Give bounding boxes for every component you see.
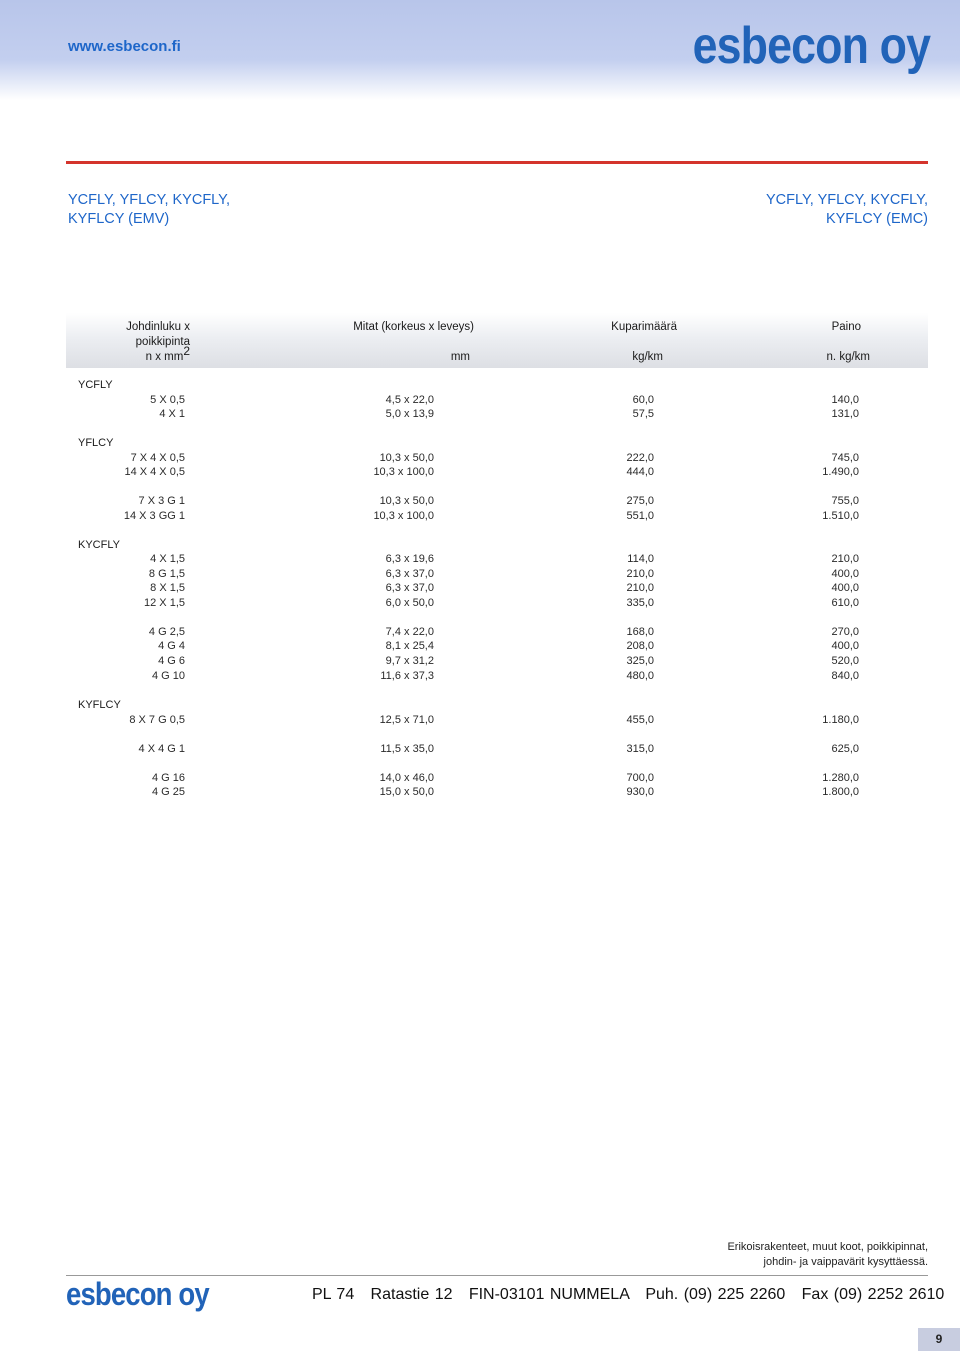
- table-header-band: [66, 313, 928, 368]
- cell-copper: 700,0: [626, 772, 654, 784]
- cell-dimensions: 6,3 x 37,0: [385, 582, 434, 594]
- group-label-ycfly: YCFLY: [78, 379, 113, 391]
- cell-copper: 57,5: [632, 408, 654, 420]
- cell-weight: 400,0: [831, 582, 859, 594]
- title-emc-line1: YCFLY, YFLCY, KYCFLY,: [766, 192, 928, 208]
- cell-dimensions: 7,4 x 22,0: [385, 626, 434, 638]
- cell-copper: 275,0: [626, 495, 654, 507]
- cell-copper: 480,0: [626, 670, 654, 682]
- table-row: [0, 581, 960, 596]
- table-row: [0, 465, 960, 480]
- cell-weight: 131,0: [831, 408, 859, 420]
- table-row: [0, 639, 960, 654]
- cell-dimensions: 10,3 x 100,0: [373, 466, 434, 478]
- header-weight-unit: n. kg/km: [826, 351, 870, 363]
- cell-copper: 315,0: [626, 743, 654, 755]
- cell-dimensions: 12,5 x 71,0: [379, 714, 434, 726]
- group-label-yflcy: YFLCY: [78, 437, 114, 449]
- cell-copper: 222,0: [626, 452, 654, 464]
- cell-conductors: 4 X 1,5: [150, 553, 185, 565]
- special-order-note-line2: johdin- ja vaippavärit kysyttäessä.: [763, 1256, 928, 1268]
- cell-weight: 400,0: [831, 568, 859, 580]
- cell-weight: 270,0: [831, 626, 859, 638]
- contact-address: PL 74 Ratastie 12 FIN-03101 NUMMELA Puh. (09) 225 2260 Fax (09) 2252 2610: [312, 1286, 945, 1303]
- cell-weight: 1.180,0: [822, 714, 859, 726]
- table-row: [0, 393, 960, 408]
- title-divider: [66, 161, 928, 164]
- footer-logo: esbecon oy: [66, 1276, 209, 1312]
- special-order-note-line1: Erikoisrakenteet, muut koot, poikkipinnat,: [727, 1241, 928, 1253]
- header-conductors: [126, 320, 190, 365]
- cell-dimensions: 6,3 x 37,0: [385, 568, 434, 580]
- cell-dimensions: 6,3 x 19,6: [385, 553, 434, 565]
- cell-conductors: 4 G 10: [151, 670, 185, 682]
- page-number: 9: [918, 1328, 960, 1351]
- table-row: [0, 552, 960, 567]
- table-row: [0, 407, 960, 422]
- table-row: [0, 625, 960, 640]
- cell-conductors: 4 G 6: [158, 655, 185, 667]
- cell-copper: 210,0: [626, 568, 654, 580]
- table-row: [0, 771, 960, 786]
- cell-dimensions: 4,5 x 22,0: [385, 394, 434, 406]
- cell-dimensions: 15,0 x 50,0: [379, 786, 434, 798]
- cell-dimensions: 8,1 x 25,4: [385, 640, 434, 652]
- cell-dimensions: 10,3 x 50,0: [379, 452, 434, 464]
- cell-conductors: 7 X 4 X 0,5: [130, 452, 185, 464]
- cell-conductors: 4 X 4 G 1: [138, 743, 185, 755]
- cell-dimensions: 9,7 x 31,2: [385, 655, 434, 667]
- cell-weight: 210,0: [831, 553, 859, 565]
- table-row: [0, 567, 960, 582]
- cell-copper: 455,0: [626, 714, 654, 726]
- cell-weight: 400,0: [831, 640, 859, 652]
- header-conductors-unit: [126, 344, 190, 365]
- header-dimensions: Mitat (korkeus x leveys): [353, 321, 474, 333]
- cell-conductors: 12 X 1,5: [144, 597, 185, 609]
- cell-conductors: 4 G 2,5: [148, 626, 185, 638]
- cell-copper: 335,0: [626, 597, 654, 609]
- brand-logo: esbecon oy: [692, 17, 930, 75]
- group-label-kyflcy: KYFLCY: [78, 699, 121, 711]
- table-row: [0, 742, 960, 757]
- table-row: [0, 494, 960, 509]
- cell-copper: 208,0: [626, 640, 654, 652]
- cell-weight: 140,0: [831, 394, 859, 406]
- cell-conductors: 14 X 4 X 0,5: [124, 466, 185, 478]
- cell-conductors: 7 X 3 G 1: [138, 495, 185, 507]
- header-copper: Kuparimäärä: [611, 321, 677, 333]
- header-dimensions-unit: mm: [450, 351, 470, 363]
- cell-weight: 1.800,0: [822, 786, 859, 798]
- table-row: [0, 596, 960, 611]
- table-row: [0, 654, 960, 669]
- group-label-kycfly: KYCFLY: [78, 539, 120, 551]
- cell-conductors: 4 G 16: [151, 772, 185, 784]
- cell-weight: 1.510,0: [822, 510, 859, 522]
- special-order-note: [727, 1240, 928, 1270]
- cell-conductors: 4 G 25: [151, 786, 185, 798]
- cell-copper: 325,0: [626, 655, 654, 667]
- cell-dimensions: 6,0 x 50,0: [385, 597, 434, 609]
- table-row: [0, 785, 960, 800]
- cell-weight: 840,0: [831, 670, 859, 682]
- header-conductors-line2: poikkipinta: [135, 336, 190, 348]
- header-copper-unit: kg/km: [632, 351, 663, 363]
- cell-dimensions: 10,3 x 100,0: [373, 510, 434, 522]
- cell-copper: 168,0: [626, 626, 654, 638]
- cell-weight: 1.280,0: [822, 772, 859, 784]
- cell-dimensions: 10,3 x 50,0: [379, 495, 434, 507]
- title-emv-line2: KYFLCY (EMV): [68, 211, 170, 227]
- table-row: [0, 509, 960, 524]
- cell-weight: 625,0: [831, 743, 859, 755]
- website-link[interactable]: www.esbecon.fi: [68, 38, 181, 55]
- cell-weight: 755,0: [831, 495, 859, 507]
- table-row: [0, 713, 960, 728]
- cell-dimensions: 5,0 x 13,9: [385, 408, 434, 420]
- cell-copper: 210,0: [626, 582, 654, 594]
- cell-copper: 444,0: [626, 466, 654, 478]
- cell-dimensions: 11,6 x 37,3: [380, 670, 434, 682]
- table-row: [0, 451, 960, 466]
- header-conductors-unit-text: n x mm: [145, 351, 184, 363]
- table-row: [0, 669, 960, 684]
- cell-weight: 1.490,0: [822, 466, 859, 478]
- cell-dimensions: 11,5 x 35,0: [380, 743, 434, 755]
- header-conductors-line1: Johdinluku x: [126, 321, 190, 333]
- cell-conductors: 4 X 1: [159, 408, 185, 420]
- title-emv: [68, 191, 230, 229]
- cell-conductors: 8 G 1,5: [148, 568, 185, 580]
- cell-weight: 520,0: [831, 655, 859, 667]
- header-weight: Paino: [831, 321, 861, 333]
- cell-copper: 930,0: [626, 786, 654, 798]
- cell-conductors: 14 X 3 GG 1: [123, 510, 185, 522]
- cell-conductors: 8 X 7 G 0,5: [129, 714, 185, 726]
- title-emv-line1: YCFLY, YFLCY, KYCFLY,: [68, 192, 230, 208]
- header-conductors-unit-sup: 2: [183, 344, 190, 359]
- title-emc: [766, 191, 928, 229]
- title-emc-line2: KYFLCY (EMC): [825, 211, 928, 227]
- cell-copper: 114,0: [627, 553, 654, 565]
- cell-conductors: 5 X 0,5: [150, 394, 185, 406]
- cell-weight: 745,0: [831, 452, 859, 464]
- cell-copper: 551,0: [626, 510, 654, 522]
- cell-dimensions: 14,0 x 46,0: [379, 772, 434, 784]
- cell-copper: 60,0: [632, 394, 654, 406]
- cell-conductors: 4 G 4: [158, 640, 185, 652]
- cell-weight: 610,0: [831, 597, 859, 609]
- cell-conductors: 8 X 1,5: [150, 582, 185, 594]
